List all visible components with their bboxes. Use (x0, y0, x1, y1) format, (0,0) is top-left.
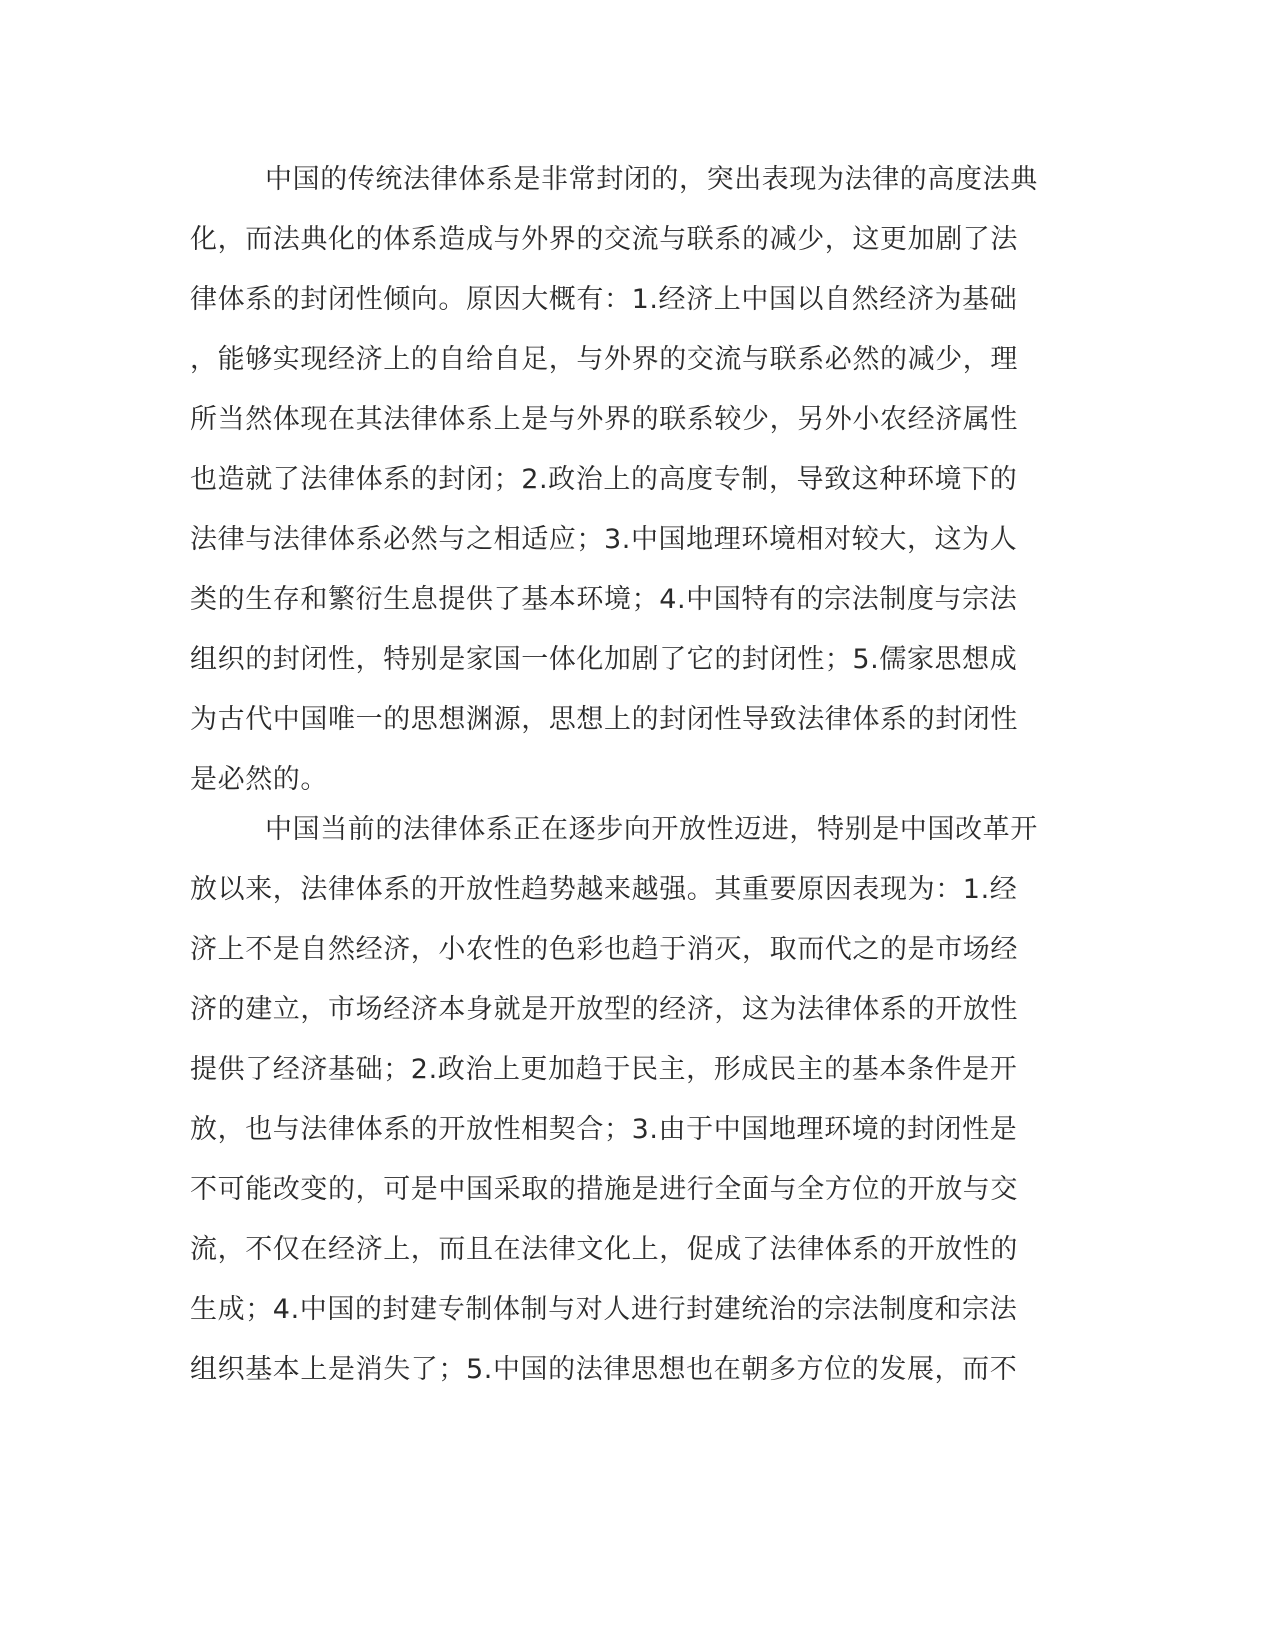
text-line: 是必然的。 (190, 764, 328, 795)
text-line: 不可能改变的，可是中国采取的措施是进行全面与全方位的开放与交 (190, 1174, 1018, 1205)
text-line: 组织基本上是消失了；5.中国的法律思想也在朝多方位的发展，而不 (190, 1354, 1018, 1385)
text-line: 放，也与法律体系的开放性相契合；3.由于中国地理环境的封闭性是 (190, 1114, 1018, 1145)
text-line: 组织的封闭性，特别是家国一体化加剧了它的封闭性；5.儒家思想成 (190, 644, 1018, 675)
text-line: 生成；4.中国的封建专制体制与对人进行封建统治的宗法制度和宗法 (190, 1294, 1018, 1325)
text-line: 济的建立，市场经济本身就是开放型的经济，这为法律体系的开放性 (190, 994, 1018, 1025)
text-line: 济上不是自然经济，小农性的色彩也趋于消灭，取而代之的是市场经 (190, 934, 1018, 965)
text-line: 也造就了法律体系的封闭；2.政治上的高度专制，导致这种环境下的 (190, 464, 1018, 495)
text-line: 提供了经济基础；2.政治上更加趋于民主，形成民主的基本条件是开 (190, 1054, 1018, 1085)
paragraph-current-law (190, 800, 1090, 1400)
text-line: 律体系的封闭性倾向。原因大概有：1.经济上中国以自然经济为基础 (190, 284, 1018, 315)
text-line: 类的生存和繁衍生息提供了基本环境；4.中国特有的宗法制度与宗法 (190, 584, 1018, 615)
text-line: ，能够实现经济上的自给自足，与外界的交流与联系必然的减少，理 (190, 344, 1018, 375)
text-line: 为古代中国唯一的思想渊源，思想上的封闭性导致法律体系的封闭性 (190, 704, 1018, 735)
text-line: 法律与法律体系必然与之相适应；3.中国地理环境相对较大，这为人 (190, 524, 1018, 555)
text-line: 中国当前的法律体系正在逐步向开放性迈进，特别是中国改革开 (265, 814, 1038, 845)
text-line: 所当然体现在其法律体系上是与外界的联系较少，另外小农经济属性 (190, 404, 1018, 435)
paragraph-traditional-law (190, 150, 1090, 810)
text-line: 化，而法典化的体系造成与外界的交流与联系的减少，这更加剧了法 (190, 224, 1018, 255)
text-line: 中国的传统法律体系是非常封闭的，突出表现为法律的高度法典 (265, 164, 1038, 195)
text-line: 放以来，法律体系的开放性趋势越来越强。其重要原因表现为：1.经 (190, 874, 1018, 905)
text-line: 流，不仅在经济上，而且在法律文化上，促成了法律体系的开放性的 (190, 1234, 1018, 1265)
